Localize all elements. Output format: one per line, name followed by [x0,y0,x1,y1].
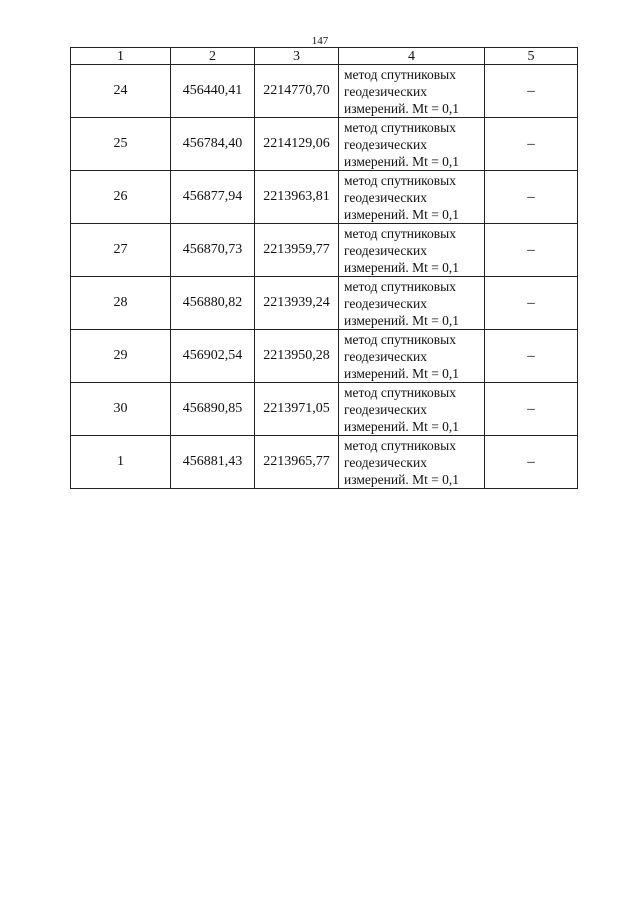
x-coordinate-cell: 456870,73 [171,224,255,277]
point-number-cell: 25 [71,118,171,171]
note-cell: – [485,277,578,330]
method-text-line: измерений. Mt = 0,1 [344,153,460,169]
method-text-line: метод спутниковых [344,172,456,188]
x-coordinate-cell: 456440,41 [171,65,255,118]
x-coordinate-cell: 456890,85 [171,383,255,436]
method-text-line: геодезических [344,136,427,152]
method-cell [339,171,485,224]
y-coordinate-cell: 2213963,81 [255,171,339,224]
method-text-line: метод спутниковых [344,384,456,400]
x-coordinate-cell: 456877,94 [171,171,255,224]
y-coordinate-cell: 2213950,28 [255,330,339,383]
x-coordinate-cell: 456880,82 [171,277,255,330]
method-text-line: геодезических [344,401,427,417]
method-text-line: измерений. Mt = 0,1 [344,365,460,381]
table-row [71,436,578,489]
column-header-2: 2 [171,48,255,65]
note-cell: – [485,171,578,224]
method-cell [339,330,485,383]
y-coordinate-cell: 2214129,06 [255,118,339,171]
column-header-5: 5 [485,48,578,65]
x-coordinate-cell: 456784,40 [171,118,255,171]
column-header-4: 4 [339,48,485,65]
method-cell [339,224,485,277]
method-text-line: метод спутниковых [344,278,456,294]
method-text-line: метод спутниковых [344,66,456,82]
table-row [71,277,578,330]
note-cell: – [485,330,578,383]
method-text-line: геодезических [344,189,427,205]
note-cell: – [485,436,578,489]
point-number-cell: 27 [71,224,171,277]
y-coordinate-cell: 2213939,24 [255,277,339,330]
method-text-line: измерений. Mt = 0,1 [344,206,460,222]
x-coordinate-cell: 456881,43 [171,436,255,489]
table-row [71,330,578,383]
method-cell [339,436,485,489]
note-cell: – [485,65,578,118]
method-cell [339,65,485,118]
page-number: 147 [311,35,329,47]
table-body [71,65,578,489]
coordinates-table [70,47,578,489]
table-row [71,171,578,224]
point-number-cell: 28 [71,277,171,330]
note-cell: – [485,383,578,436]
method-text-line: геодезических [344,454,427,470]
x-coordinate-cell: 456902,54 [171,330,255,383]
table-row [71,224,578,277]
method-text-line: измерений. Mt = 0,1 [344,100,460,116]
method-text-line: метод спутниковых [344,119,456,135]
point-number-cell: 30 [71,383,171,436]
method-cell [339,383,485,436]
table-header-row [71,48,578,65]
method-text-line: измерений. Mt = 0,1 [344,471,460,487]
method-text-line: геодезических [344,348,427,364]
point-number-cell: 1 [71,436,171,489]
column-header-1: 1 [71,48,171,65]
method-text-line: геодезических [344,295,427,311]
note-cell: – [485,118,578,171]
point-number-cell: 24 [71,65,171,118]
point-number-cell: 29 [71,330,171,383]
column-header-3: 3 [255,48,339,65]
table-row [71,118,578,171]
table-row [71,383,578,436]
method-cell [339,277,485,330]
method-text-line: измерений. Mt = 0,1 [344,418,460,434]
method-text-line: геодезических [344,83,427,99]
y-coordinate-cell: 2214770,70 [255,65,339,118]
table-row [71,65,578,118]
method-text-line: геодезических [344,242,427,258]
method-text-line: метод спутниковых [344,331,456,347]
y-coordinate-cell: 2213959,77 [255,224,339,277]
note-cell: – [485,224,578,277]
method-text-line: метод спутниковых [344,437,456,453]
method-text-line: измерений. Mt = 0,1 [344,259,460,275]
y-coordinate-cell: 2213971,05 [255,383,339,436]
method-text-line: метод спутниковых [344,225,456,241]
y-coordinate-cell: 2213965,77 [255,436,339,489]
method-text-line: измерений. Mt = 0,1 [344,312,460,328]
method-cell [339,118,485,171]
point-number-cell: 26 [71,171,171,224]
